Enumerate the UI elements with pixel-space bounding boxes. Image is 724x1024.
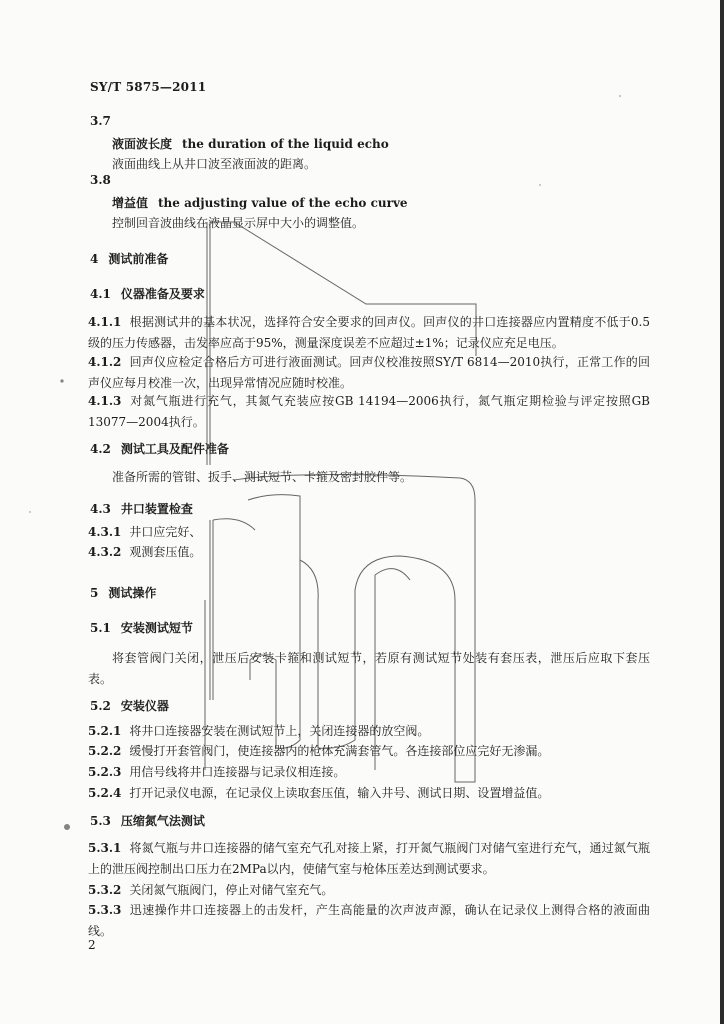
clause-text: 关闭氮气瓶阀门，停止对储气室充气。 [129,883,334,897]
heading-number: 5.3 [90,814,111,828]
clause-number: 4.3.2 [88,545,122,559]
term-cn: 液面波长度 [112,137,173,151]
clause-text: 将井口连接器安装在测试短节上，关闭连接器的放空阀。 [129,724,430,738]
clause-number: 5.3.3 [88,903,122,917]
clause-text: 用信号线将井口连接器与记录仪相连接。 [129,765,346,779]
heading-number: 5 [90,586,99,600]
heading-title: 测试前准备 [108,252,169,266]
clause-text: 对氮气瓶进行充气，其氮气充装应按GB 14194—2006执行，氮气瓶定期检验与评定按照GB 13077—2004执行。 [88,394,650,429]
heading-title: 井口装置检查 [120,502,193,516]
clause-text: 打开记录仪电源，在记录仪上读取套压值，输入井号、测试日期、设置增益值。 [129,786,550,800]
heading-number: 4.1 [90,287,111,301]
heading-title: 测试操作 [108,586,157,600]
heading-number: 4 [90,252,99,266]
clause-number: 5.3.1 [88,841,122,855]
heading-title: 测试工具及配件准备 [120,442,229,456]
clause-number: 5.2.2 [88,744,122,758]
heading-title: 安装测试短节 [120,621,193,635]
heading-number: 4.2 [90,442,111,456]
clause-text: 井口应完好、 [129,525,202,539]
clause-number: 4.1.2 [88,355,122,369]
section-number-3-8: 3.8 [90,173,111,187]
clause-text: 将氮气瓶与井口连接器的储气室充气孔对接上紧，打开氮气瓶阀门对储气室进行充气，通过氮气瓶上的泄压阀控制出口压力在2MPa以内，使储气室与枪体压差达到测试要求。 [88,841,650,876]
paragraph-5-1: 将套管阀门关闭，泄压后安装卡箍和测试短节，若原有测试短节处装有套压表，泄压后应取下套压表。 [88,651,650,686]
clause-text: 缓慢打开套管阀门，使连接器内的枪体充满套管气。各连接部位应完好无渗漏。 [129,744,550,758]
heading-title: 仪器准备及要求 [120,287,205,301]
clause-text: 迅速操作井口连接器上的击发杆，产生高能量的次声波声源，确认在记录仪上测得合格的液面曲线。 [88,903,650,938]
term-en: the adjusting value of the echo curve [158,196,408,210]
scan-edge-shadow [720,0,724,1024]
heading-title: 压缩氮气法测试 [120,814,205,828]
clause-number: 5.2.3 [88,765,122,779]
clause-text: 根据测试井的基本状况，选择符合安全要求的回声仪。回声仪的井口连接器应内置精度不低于0.5级的压力传感器，击发率应高于95%，测量深度误差不应超过±1%；记录仪应充足电压。 [88,315,650,350]
clause-text: 回声仪应检定合格后方可进行液面测试。回声仪校准按照SY/T 6814—2010执行，正常工作的回声仪应每月校准一次，出现异常情况应随时校准。 [88,355,650,390]
section-number-3-7: 3.7 [90,114,111,128]
paragraph-4-2: 准备所需的管钳、扳手、测试短节、卡箍及密封胶件等。 [112,470,413,484]
page-number: 2 [88,938,96,952]
heading-title: 安装仪器 [120,699,169,713]
term-en: the duration of the liquid echo [182,137,389,151]
clause-number: 5.3.2 [88,883,122,897]
definition-3-7: 液面曲线上从井口波至液面波的距离。 [112,157,317,171]
standard-header: SY/T 5875—2011 [90,80,207,94]
clause-number: 4.1.3 [88,394,122,408]
heading-number: 5.2 [90,699,111,713]
term-cn: 增益值 [112,196,149,210]
heading-number: 4.3 [90,502,111,516]
definition-3-8: 控制回音波曲线在液晶显示屏中大小的调整值。 [112,216,365,230]
clause-number: 4.3.1 [88,525,122,539]
clause-text: 观测套压值。 [129,545,202,559]
clause-number: 5.2.4 [88,786,122,800]
clause-number: 5.2.1 [88,724,122,738]
clause-number: 4.1.1 [88,315,122,329]
heading-number: 5.1 [90,621,111,635]
